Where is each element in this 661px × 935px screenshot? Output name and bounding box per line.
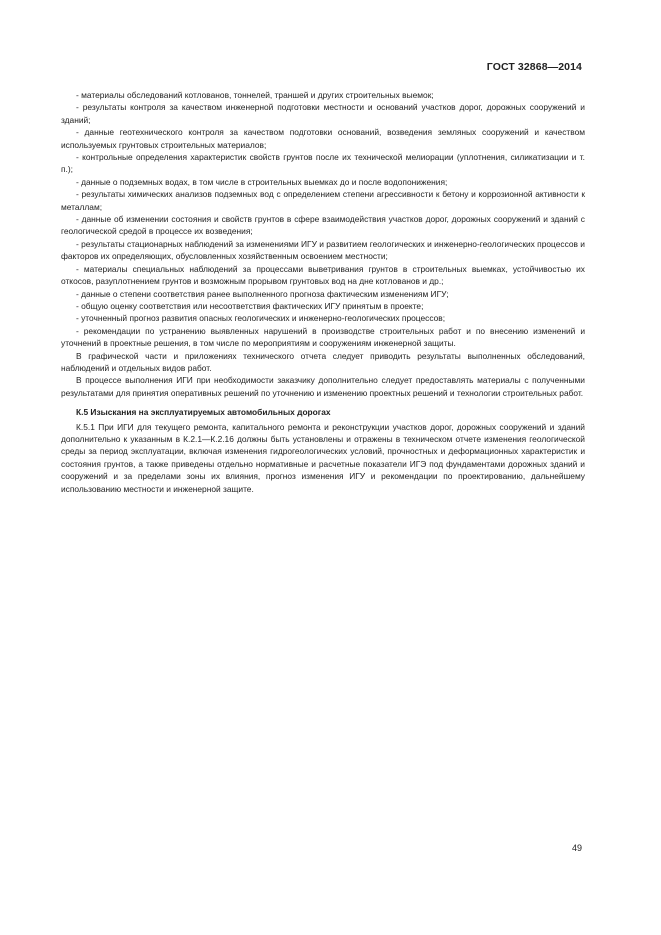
list-item: - данные о степени соответствия ранее выполненного прогноза фактическим изменениям ИГУ;: [76, 288, 449, 299]
list-item: - данные о подземных водах, в том числе в строительных выемках до и после водопонижения;: [76, 176, 448, 187]
list-item: - уточненный прогноз развития опасных геологических и инженерно-геологических процессов;: [76, 313, 446, 324]
list-item: - результаты контроля за качеством инженерной подготовки местности и оснований участков дорог, дорожных сооружений и зданий;: [61, 102, 585, 125]
list-item: - контрольные определения характеристик свойств грунтов после их технической мелиорации (уплотнения, силикатизации и т. п.);: [61, 152, 585, 175]
standard-header: ГОСТ 32868—2014: [486, 61, 582, 73]
list-item: - данные геотехнического контроля за качеством подготовки оснований, возведения земляных сооружений и качеством используемых грунтовых строительных материалов;: [61, 127, 585, 150]
body-paragraph: В графической части и приложениях технического отчета следует приводить результаты выполненных обследований, наблюдений и отдельных видов работ.: [61, 350, 585, 373]
document-body: [61, 89, 585, 495]
list-item: - общую оценку соответствия или несоответствия фактических ИГУ принятым в проекте;: [76, 300, 424, 311]
section-paragraph: К.5.1 При ИГИ для текущего ремонта, капитального ремонта и реконструкции участков дорог, дорожных сооружений и зданий дополнительно к указанным в К.2.1—К.2.16 должны быть установлены и отражены в техническом отчете изменения геологической среды за период эксплуатации, включая изменения гидрогеологических условий, прочностных и деформационных характеристик и состояния грунтов, а также приведены отдельно нормативные и расчетные показатели ИГЭ под фундаментами дорожных зданий и сооружений и за пределами зоны их влияния, прогноз изменения ИГУ и рекомендации по проектированию, дальнейшему использованию местности и инженерной защите.: [61, 421, 585, 494]
body-paragraph: В процессе выполнения ИГИ при необходимости заказчику дополнительно следует предоставлять материалы с полученными результатами для принятия оперативных решений по уточнению и изменению проектных решений и технологии строительных работ.: [61, 375, 585, 398]
list-item: - материалы специальных наблюдений за процессами выветривания грунтов в строительных выемках, устойчивостью их откосов, разуплотнением грунтов и возможным прорывом грунтовых вод на дне котлованов и др.;: [61, 263, 585, 287]
page-number: 49: [571, 843, 582, 853]
section-title: К.5 Изыскания на эксплуатируемых автомобильных дорогах: [76, 407, 331, 418]
list-item: - материалы обследований котлованов, тоннелей, траншей и других строительных выемок;: [76, 90, 434, 100]
list-item: - результаты химических анализов подземных вод с определением степени агрессивности к бетону и коррозионной активности к металлам;: [61, 189, 585, 212]
list-item: - результаты стационарных наблюдений за изменениями ИГУ и развитием геологических и инженерно-геологических процессов и факторов их определяющих, обусловленных хозяйственным освоением местности;: [61, 238, 585, 262]
list-item: - рекомендации по устранению выявленных нарушений в производстве строительных работ и по внесению изменений и уточнений в проектные решения, в том числе по мероприятиям и сооружениям инженерной защиты.: [61, 325, 585, 349]
list-item: - данные об изменении состояния и свойств грунтов в сфере взаимодействия участков дорог, дорожных сооружений и зданий с геологической средой в процессе их возведения;: [61, 214, 585, 237]
